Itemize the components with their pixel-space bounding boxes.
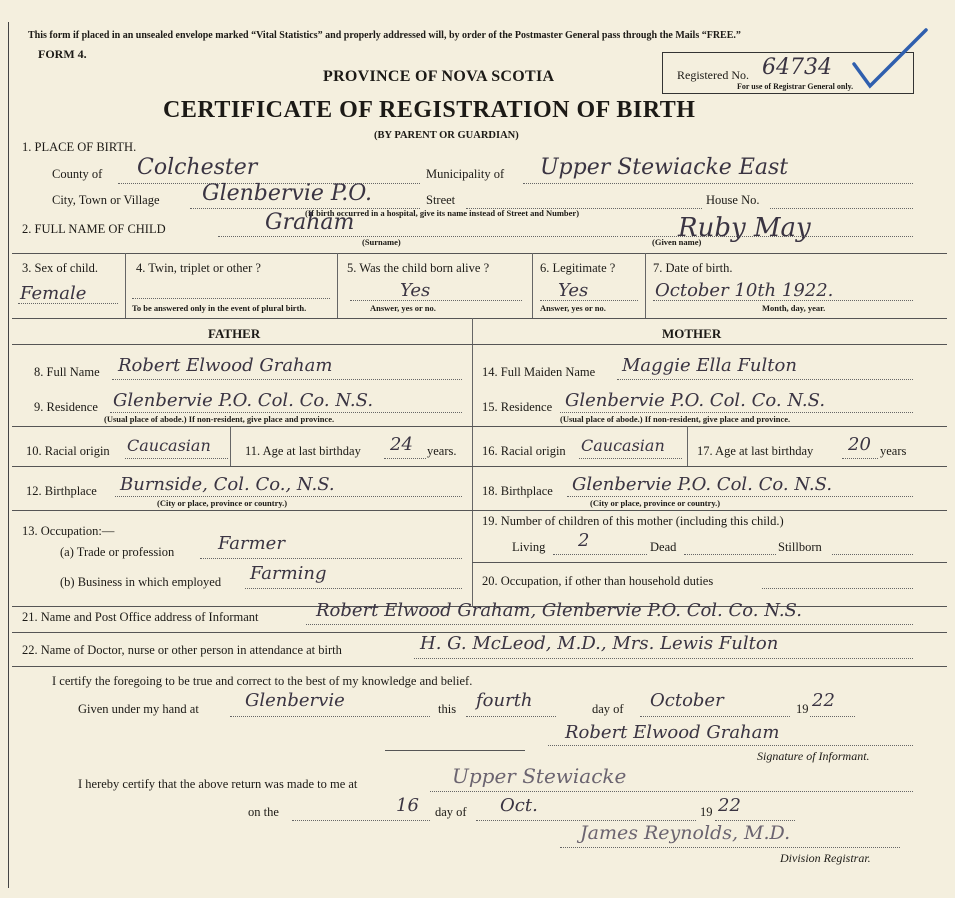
informant-signature-line xyxy=(548,745,913,746)
certify-statement: I certify the foregoing to be true and correct to the best of my knowledge and belief. xyxy=(52,674,473,688)
stillborn-label: Stillborn xyxy=(778,540,822,554)
mother-residence: Glenbervie P.O. Col. Co. N.S. xyxy=(565,390,826,411)
informant-label: 21. Name and Post Office address of Informant xyxy=(22,610,259,624)
mother-age-label: 17. Age at last birthday xyxy=(697,444,814,458)
left-border xyxy=(8,22,9,888)
mother-row-rule-3 xyxy=(472,510,947,511)
given-year: 22 xyxy=(812,690,835,711)
informant-line xyxy=(306,624,913,625)
legit-label: 6. Legitimate ? xyxy=(540,261,616,275)
trade-line xyxy=(200,558,462,559)
mother-row-rule-2 xyxy=(472,466,947,467)
informant-value: Robert Elwood Graham, Glenbervie P.O. Col. Co. N.S. xyxy=(316,600,802,621)
sex-value: Female xyxy=(20,283,87,304)
alive-line xyxy=(350,300,522,301)
city-value: Glenbervie P.O. xyxy=(202,181,372,206)
mother-name: Maggie Ella Fulton xyxy=(622,355,797,376)
given-year-prefix: 19 xyxy=(796,702,809,716)
informant-signature: Robert Elwood Graham xyxy=(565,722,780,743)
living-line xyxy=(553,554,647,555)
given-year-line xyxy=(810,716,855,717)
doctor-line xyxy=(414,658,913,659)
given-month: October xyxy=(650,690,724,711)
mother-name-line xyxy=(617,379,913,380)
mother-years-label: years xyxy=(880,444,907,458)
mother-race: Caucasian xyxy=(581,436,665,455)
business-value: Farming xyxy=(250,563,327,584)
child-given-name: Ruby May xyxy=(678,213,811,243)
registrar-day-line xyxy=(292,820,430,821)
stats-divider-3 xyxy=(532,253,533,318)
registrar-statement: I hereby certify that the above return was made to me at xyxy=(78,777,358,791)
house-line xyxy=(770,208,913,209)
father-row-rule-2 xyxy=(12,466,472,467)
place-of-birth-label: 1. PLACE OF BIRTH. xyxy=(22,140,137,154)
mother-residence-note: (Usual place of abode.) If non-resident, give place and province. xyxy=(560,414,791,424)
given-day-line xyxy=(466,716,556,717)
page-title: CERTIFICATE OF REGISTRATION OF BIRTH xyxy=(163,97,696,123)
mother-row-rule-1 xyxy=(472,426,947,427)
heading-rule xyxy=(12,344,947,345)
doctor-value: H. G. McLeod, M.D., Mrs. Lewis Fulton xyxy=(420,633,779,654)
occupation-label: 13. Occupation:— xyxy=(22,524,115,538)
province-heading: PROVINCE OF NOVA SCOTIA xyxy=(323,68,555,85)
father-birthplace: Burnside, Col. Co., N.S. xyxy=(120,474,335,495)
father-race: Caucasian xyxy=(127,436,211,455)
mother-occupation-line xyxy=(762,588,913,589)
dead-line xyxy=(684,554,776,555)
registrar-place: Upper Stewiacke xyxy=(452,764,627,788)
father-birthplace-label: 12. Birthplace xyxy=(26,484,97,498)
sex-line xyxy=(18,303,118,304)
father-name-label: 8. Full Name xyxy=(34,365,100,379)
registrar-day: 16 xyxy=(396,795,419,816)
father-residence: Glenbervie P.O. Col. Co. N.S. xyxy=(113,390,374,411)
children-label: 19. Number of children of this mother (including this child.) xyxy=(482,514,784,528)
father-residence-label: 9. Residence xyxy=(34,400,98,414)
house-label: House No. xyxy=(706,193,760,207)
mother-heading: MOTHER xyxy=(662,326,722,341)
county-label: County of xyxy=(52,167,103,181)
mother-age: 20 xyxy=(848,434,871,455)
mother-race-label: 16. Racial origin xyxy=(482,444,566,458)
father-race-divider xyxy=(230,426,231,466)
hospital-note: (If birth occurred in a hospital, give its name instead of Street and Number) xyxy=(305,208,580,218)
signature-caption: Signature of Informant. xyxy=(757,749,870,763)
registrar-year-prefix: 19 xyxy=(700,805,713,819)
registrar-caption: Division Registrar. xyxy=(780,851,871,865)
father-name-line xyxy=(112,379,462,380)
mother-row-rule-4 xyxy=(472,562,947,563)
on-label: on the xyxy=(248,805,279,819)
mother-residence-line xyxy=(560,412,913,413)
alive-note: Answer, yes or no. xyxy=(370,303,436,313)
mother-birthplace-label: 18. Birthplace xyxy=(482,484,553,498)
mother-race-line xyxy=(579,458,682,459)
twin-line xyxy=(132,298,330,299)
form-number: FORM 4. xyxy=(38,47,87,61)
given-label: Given under my hand at xyxy=(78,702,199,716)
twin-note: To be answered only in the event of plural birth. xyxy=(132,303,307,313)
trade-label: (a) Trade or profession xyxy=(60,545,175,559)
surname-caption: (Surname) xyxy=(362,237,401,247)
mother-residence-label: 15. Residence xyxy=(482,400,553,414)
mother-birthplace-note: (City or place, province or country.) xyxy=(590,498,721,508)
subtitle: (BY PARENT OR GUARDIAN) xyxy=(374,130,519,141)
day-of-label: day of xyxy=(592,702,624,716)
doctor-bottom-rule xyxy=(12,666,947,667)
stats-divider-4 xyxy=(645,253,646,318)
stats-bottom-rule xyxy=(12,318,947,319)
municipality-value: Upper Stewiacke East xyxy=(540,155,789,180)
living-label: Living xyxy=(512,540,546,554)
business-label: (b) Business in which employed xyxy=(60,575,222,589)
dead-label: Dead xyxy=(650,540,677,554)
postal-notice: This form if placed in an unsealed envelope marked “Vital Statistics” and properly addressed will, by order of the Postmaster General pass through the Mails “FREE.” xyxy=(28,30,741,41)
mother-occupation-label: 20. Occupation, if other than household duties xyxy=(482,574,714,588)
father-age-line xyxy=(384,458,426,459)
father-row-rule-3 xyxy=(12,510,472,511)
father-heading: FATHER xyxy=(208,326,261,341)
father-residence-note: (Usual place of abode.) If non-resident, give place and province. xyxy=(104,414,335,424)
registered-number: 64734 xyxy=(762,55,832,80)
street-label: Street xyxy=(426,193,456,207)
given-month-line xyxy=(640,716,790,717)
stats-top-rule xyxy=(12,253,947,254)
father-birthplace-line xyxy=(115,496,462,497)
blank-signature-rule xyxy=(385,750,525,751)
father-residence-line xyxy=(110,412,462,413)
father-years-label: years. xyxy=(427,444,457,458)
given-place-line xyxy=(230,716,430,717)
registrar-year: 22 xyxy=(718,795,741,816)
registrar-month: Oct. xyxy=(500,795,538,816)
stats-divider-1 xyxy=(125,253,126,318)
legit-value: Yes xyxy=(558,280,589,301)
city-label: City, Town or Village xyxy=(52,193,160,207)
father-race-label: 10. Racial origin xyxy=(26,444,110,458)
legit-note: Answer, yes or no. xyxy=(540,303,606,313)
legit-line xyxy=(540,300,638,301)
date-line xyxy=(653,300,913,301)
registered-note: For use of Registrar General only. xyxy=(737,82,854,91)
father-race-line xyxy=(125,458,228,459)
father-birthplace-note: (City or place, province or country.) xyxy=(157,498,288,508)
municipality-label: Municipality of xyxy=(426,167,505,181)
county-value: Colchester xyxy=(137,155,258,180)
registrar-place-line xyxy=(430,791,913,792)
living-value: 2 xyxy=(578,530,590,551)
mother-race-divider xyxy=(687,426,688,466)
check-mark-icon xyxy=(850,26,930,91)
registrar-signature: James Reynolds, M.D. xyxy=(580,822,791,844)
date-note: Month, day, year. xyxy=(762,303,826,313)
registrar-day-of-label: day of xyxy=(435,805,467,819)
father-name: Robert Elwood Graham xyxy=(118,355,333,376)
mother-birthplace-line xyxy=(567,496,913,497)
child-surname-line xyxy=(218,236,618,237)
registrar-month-line xyxy=(476,820,696,821)
twin-label: 4. Twin, triplet or other ? xyxy=(136,261,261,275)
this-label: this xyxy=(438,702,457,716)
date-label: 7. Date of birth. xyxy=(653,261,733,275)
alive-label: 5. Was the child born alive ? xyxy=(347,261,490,275)
mother-birthplace: Glenbervie P.O. Col. Co. N.S. xyxy=(572,474,833,495)
father-row-rule-1 xyxy=(12,426,472,427)
trade-value: Farmer xyxy=(218,533,285,554)
date-value: October 10th 1922. xyxy=(655,280,834,301)
father-age-label: 11. Age at last birthday xyxy=(245,444,361,458)
municipality-line xyxy=(523,183,913,184)
father-age: 24 xyxy=(390,434,413,455)
child-name-label: 2. FULL NAME OF CHILD xyxy=(22,222,166,236)
sex-label: 3. Sex of child. xyxy=(22,261,99,275)
doctor-label: 22. Name of Doctor, nurse or other person in attendance at birth xyxy=(22,643,342,657)
registrar-signature-line xyxy=(560,847,900,848)
given-day: fourth xyxy=(476,690,533,711)
mother-name-label: 14. Full Maiden Name xyxy=(482,365,596,379)
given-place: Glenbervie xyxy=(245,690,345,711)
alive-value: Yes xyxy=(400,280,431,301)
given-caption: (Given name) xyxy=(652,237,702,247)
mother-age-line xyxy=(842,458,878,459)
registrar-year-line xyxy=(715,820,795,821)
stillborn-line xyxy=(832,554,913,555)
stats-divider-2 xyxy=(337,253,338,318)
business-line xyxy=(245,588,462,589)
child-surname: Graham xyxy=(265,210,355,235)
registered-label: Registered No. xyxy=(677,68,749,82)
